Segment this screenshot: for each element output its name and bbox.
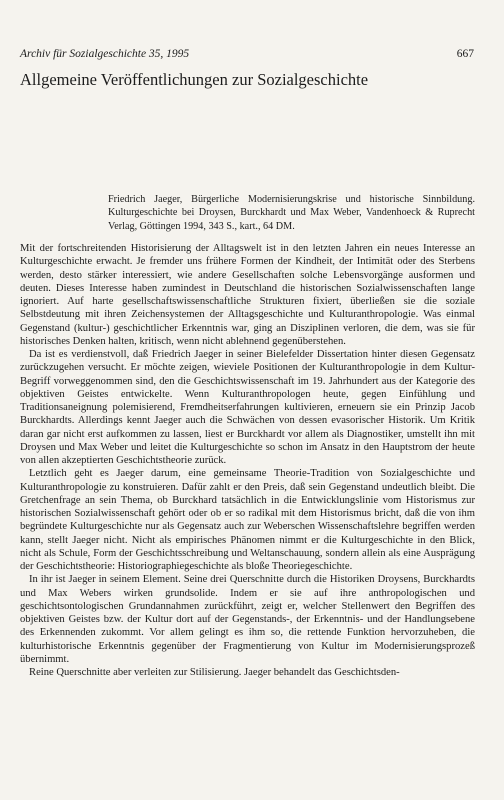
- paragraph: Mit der fortschreitenden Historisierung der Alltagswelt ist in den letzten Jahren ein neues Interesse an Kulturgeschichte erwacht. Je fremder uns frühere Formen der Kindheit, der Intimität oder des Sterbens werden, desto stärker interessiert, wie andere Gesellschaften solche Lebensvorgänge ausformen und deuten. Dieses Interesse haben zumindest in Deutschland die historischen Sozialwissenschaften lange ignoriert. Auf harte gesellschaftswissenschaftliche Strukturen fixiert, überließen sie die soziale Selbstdeutung mit ihren Zeichensystemen der Alltagsgeschichte und Kulturanthropologie. Was einmal Gegenstand (kultur-) geschichtlicher Erkenntnis war, ging an Disziplinen verloren, die dem, was sie für historisches Denken halten, kritisch, wenn nicht ablehnend gegenüberstehen.: [20, 243, 475, 347]
- paragraph: Letztlich geht es Jaeger darum, eine gemeinsame Theorie-Tradition von Sozialgeschichte und Kulturanthropologie zu konstruieren. Dafür zahlt er den Preis, daß sein Gegenstand undeutlich bleibt. Die Gretchenfrage an sein Thema, ob Burckhard tatsächlich in die Entwicklungslinie vom Historismus zur historischen Sozialwissenschaft gehört oder ob er so radikal mit dem Historismus bricht, daß die von ihm begründete Kulturgeschichte nur als Gegensatz auch zur Weberschen Wissenschaftslehre begriffen werden kann, stellt Jaeger nicht. Nicht als empirisches Phänomen nimmt er die Kulturgeschichte in den Blick, nicht als Schule, Form der Geschichtsschreibung und Weltanschauung, sondern allein als eine Ausprägung der Geschichtstheorie: Historiographiegeschichte als bloße Theoriegeschichte.: [20, 468, 475, 572]
- section-title: Allgemeine Veröffentlichungen zur Sozialgeschichte: [20, 70, 369, 89]
- paragraph: In ihr ist Jaeger in seinem Element. Seine drei Querschnitte durch die Historiken Droysens, Burckhardts und Max Webers wirken grundsolide. Indem er sie auf ihre anthropologischen und geschichtsontologischen Grundannahmen zurückführt, zeigt er, welcher Stellenwert den Begriffen des objektiven Geistes bzw. der Kultur dort auf der Gegenstands-, der Erkenntnis- und der Handlungsebene des Erkennenden zukommt. Vor allem gelingt es ihm so, die rettende Funktion hervorzuheben, die kulturhistorische Erkenntnis gegenüber der Fragmentierung von Kultur im Modernisierungsprozeß übernimmt.: [20, 574, 475, 665]
- running-head: [20, 47, 474, 61]
- journal-citation: Archiv für Sozialgeschichte 35, 1995: [20, 48, 190, 60]
- paragraph: Da ist es verdienstvoll, daß Friedrich Jaeger in seiner Bielefelder Dissertation hinter diesen Gegensatz zurückzugehen versucht. Er möchte zeigen, wieviele Positionen der Kulturanthropologie in dem Kultur-Begriff vorweggenommen sind, den die Geschichtswissenschaft im 19. Jahrhundert aus der Kategorie des objektiven Geistes entwickelte. Wenn Kulturanthropologen heute, gegen Einfühlung und Traditionsaneignung polemisierend, Fremdheitserfahrungen kultivieren, erneuern sie ein Prinzip Jacob Burckhardts. Allerdings kennt Jaeger auch die Schwächen von dessen evasorischer Historik. Um Kritik daran gar nicht erst aufkommen zu lassen, liest er Burckhardt vor allem als Diagnostiker, umstellt ihn mit Droysen und Max Weber und leitet die Kulturgeschichte so schon im Ansatz in den Hauptstrom der heute von allen akzeptierten Geschichtstheorie zurück.: [20, 349, 475, 466]
- book-citation: Friedrich Jaeger, Bürgerliche Modernisierungskrise und historische Sinnbildung. Kulturgeschichte bei Droysen, Burckhardt und Max Weber, Vandenhoeck & Ruprecht Verlag, Göttingen 1994, 343 S., kart., 64 DM.: [108, 194, 475, 232]
- page-number: 667: [456, 48, 474, 60]
- review-body: [20, 242, 475, 679]
- paragraph: Reine Querschnitte aber verleiten zur Stilisierung. Jaeger behandelt das Geschichtsden-: [29, 667, 400, 678]
